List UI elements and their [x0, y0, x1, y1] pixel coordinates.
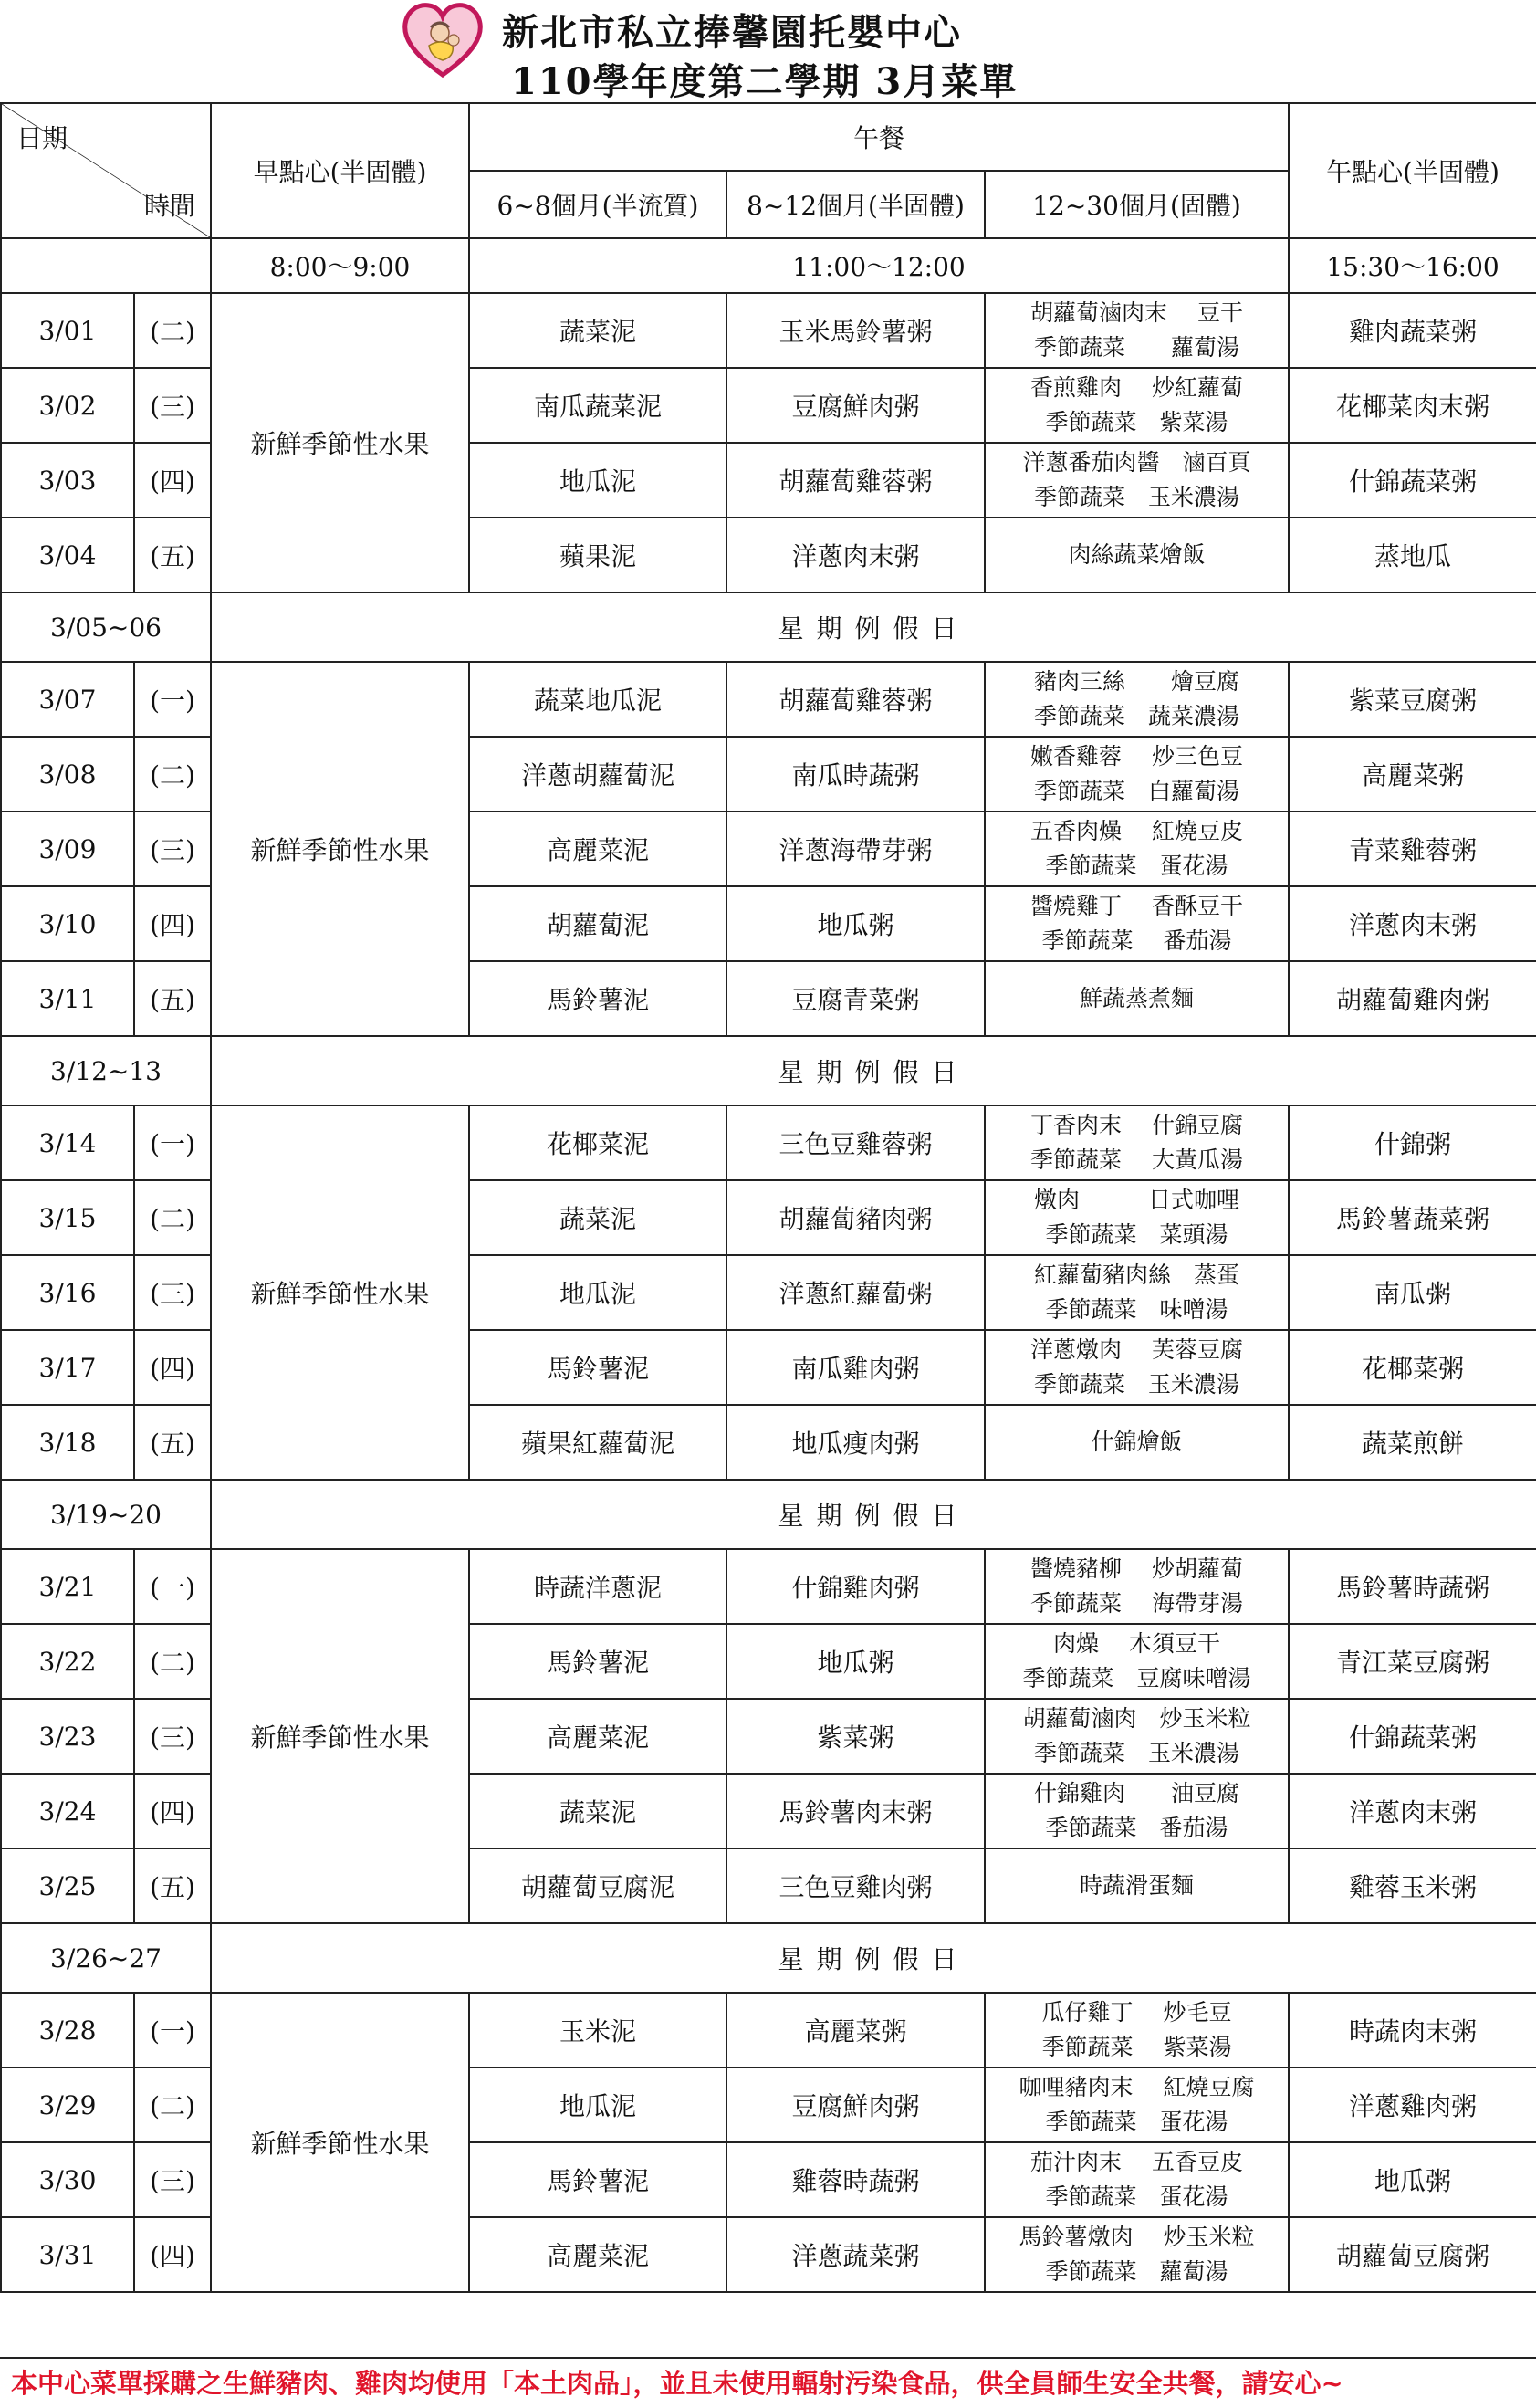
- lunch-12-30-line2: 季節蔬菜 大黃瓜湯: [1030, 1146, 1243, 1173]
- afternoon-time: 15:30～16:00: [1289, 238, 1536, 293]
- lunch-8-12-cell: 什錦雞肉粥: [726, 1549, 985, 1624]
- date-cell: 3/10: [1, 886, 134, 961]
- breakfast-cell: 新鮮季節性水果: [211, 1105, 469, 1480]
- weekday-cell: (二): [134, 293, 211, 368]
- lunch-6-8-cell: 時蔬洋蔥泥: [469, 1549, 726, 1624]
- date-cell: 3/31: [1, 2217, 134, 2292]
- lunch-8-12-cell: 地瓜粥: [726, 1624, 985, 1699]
- lunch-6-8-cell: 南瓜蔬菜泥: [469, 368, 726, 443]
- lunch-12-30-line2: 季節蔬菜 蘿蔔湯: [1045, 2258, 1228, 2285]
- holiday-label: 星期例假日: [211, 592, 1536, 662]
- lunch-8-12-cell: 地瓜粥: [726, 886, 985, 961]
- lunch-time: 11:00～12:00: [469, 238, 1289, 293]
- lunch-12-30-cell: [985, 1774, 1289, 1848]
- lunch-12-30-cell: [985, 662, 1289, 737]
- holiday-label: 星期例假日: [211, 1036, 1536, 1105]
- lunch-12-30-line2: 季節蔬菜 玉米濃湯: [1034, 484, 1240, 510]
- lunch-12-30-cell: [985, 961, 1289, 1036]
- lunch-12-30-line1: 豬肉三絲 燴豆腐: [1034, 668, 1240, 695]
- weekday-cell: (四): [134, 2217, 211, 2292]
- date-cell: 3/29: [1, 2068, 134, 2142]
- lunch-12-30-header: 12~30個月(固體): [985, 171, 1289, 238]
- lunch-6-8-cell: 蔬菜地瓜泥: [469, 662, 726, 737]
- lunch-12-30-line2: 季節蔬菜 豆腐味噌湯: [1022, 1665, 1251, 1691]
- lunch-12-30-line2: 季節蔬菜 菜頭湯: [1045, 1221, 1228, 1248]
- lunch-12-30-cell: [985, 1699, 1289, 1774]
- weekday-cell: (三): [134, 368, 211, 443]
- lunch-12-30-line1: 嫩香雞蓉 炒三色豆: [1030, 743, 1243, 770]
- holiday-label: 星期例假日: [211, 1480, 1536, 1549]
- lunch-6-8-cell: 馬鈴薯泥: [469, 1330, 726, 1405]
- menu-table: [0, 102, 1536, 2293]
- lunch-12-30-line1: 洋蔥燉肉 芙蓉豆腐: [1030, 1336, 1243, 1363]
- lunch-12-30-line2: 季節蔬菜 番茄湯: [1045, 1815, 1228, 1841]
- weekday-cell: (五): [134, 961, 211, 1036]
- heart-baby-logo-icon: [402, 2, 484, 79]
- lunch-12-30-line1: 醬燒雞丁 香酥豆干: [1030, 893, 1243, 919]
- menu-row: [1, 662, 1536, 737]
- date-column-label: 日期: [16, 123, 68, 153]
- lunch-12-30-line1: 時蔬滑蛋麵: [1080, 1872, 1195, 1899]
- lunch-6-8-cell: 地瓜泥: [469, 443, 726, 518]
- lunch-12-30-cell: [985, 1549, 1289, 1624]
- weekday-cell: (一): [134, 1105, 211, 1180]
- lunch-12-30-line1: 丁香肉末 什錦豆腐: [1030, 1112, 1243, 1138]
- lunch-12-30-cell: [985, 443, 1289, 518]
- weekday-cell: (三): [134, 811, 211, 886]
- lunch-12-30-cell: [985, 2217, 1289, 2292]
- lunch-12-30-line1: 肉絲蔬菜燴飯: [1068, 541, 1206, 568]
- lunch-8-12-cell: 洋蔥紅蘿蔔粥: [726, 1255, 985, 1330]
- afternoon-snack-cell: 高麗菜粥: [1289, 737, 1536, 811]
- lunch-12-30-line1: 瓜仔雞丁 炒毛豆: [1041, 1999, 1232, 2026]
- lunch-6-8-cell: 地瓜泥: [469, 1255, 726, 1330]
- weekday-cell: (三): [134, 2142, 211, 2217]
- date-cell: 3/17: [1, 1330, 134, 1405]
- lunch-12-30-line2: 季節蔬菜 蘿蔔湯: [1034, 334, 1240, 361]
- afternoon-snack-cell: 地瓜粥: [1289, 2142, 1536, 2217]
- date-cell: 3/11: [1, 961, 134, 1036]
- weekday-cell: (三): [134, 1699, 211, 1774]
- lunch-6-8-cell: 高麗菜泥: [469, 1699, 726, 1774]
- lunch-12-30-cell: [985, 1330, 1289, 1405]
- holiday-row: [1, 1480, 1536, 1549]
- weekday-cell: (五): [134, 518, 211, 592]
- lunch-12-30-cell: [985, 1105, 1289, 1180]
- lunch-6-8-cell: 馬鈴薯泥: [469, 961, 726, 1036]
- afternoon-snack-cell: 什錦蔬菜粥: [1289, 443, 1536, 518]
- menu-row: [1, 1105, 1536, 1180]
- holiday-date: 3/05~06: [1, 592, 211, 662]
- lunch-12-30-line1: 茄汁肉末 五香豆皮: [1030, 2149, 1243, 2175]
- date-cell: 3/09: [1, 811, 134, 886]
- afternoon-snack-cell: 馬鈴薯時蔬粥: [1289, 1549, 1536, 1624]
- holiday-row: [1, 592, 1536, 662]
- lunch-6-8-cell: 胡蘿蔔豆腐泥: [469, 1848, 726, 1923]
- date-cell: 3/30: [1, 2142, 134, 2217]
- lunch-8-12-cell: 玉米馬鈴薯粥: [726, 293, 985, 368]
- footer-notice: 本中心菜單採購之生鮮豬肉、雞肉均使用「本土肉品」，並且未使用輻射污染食品，供全員師生安全共餐，請安心~: [0, 2357, 1536, 2408]
- holiday-row: [1, 1923, 1536, 1993]
- weekday-cell: (四): [134, 1330, 211, 1405]
- weekday-cell: (一): [134, 1993, 211, 2068]
- breakfast-header: 早點心(半固體): [211, 103, 469, 238]
- page-subtitle: 110學年度第二學期 3月菜單: [511, 60, 1019, 103]
- lunch-12-30-cell: [985, 811, 1289, 886]
- lunch-8-12-header: 8~12個月(半固體): [726, 171, 985, 238]
- lunch-6-8-cell: 胡蘿蔔泥: [469, 886, 726, 961]
- date-cell: 3/16: [1, 1255, 134, 1330]
- breakfast-time: 8:00～9:00: [211, 238, 469, 293]
- lunch-8-12-cell: 洋蔥肉末粥: [726, 518, 985, 592]
- lunch-8-12-cell: 洋蔥蔬菜粥: [726, 2217, 985, 2292]
- lunch-12-30-cell: [985, 2068, 1289, 2142]
- lunch-8-12-cell: 南瓜雞肉粥: [726, 1330, 985, 1405]
- lunch-12-30-line2: 季節蔬菜 蛋花湯: [1045, 2109, 1228, 2135]
- date-cell: 3/07: [1, 662, 134, 737]
- afternoon-snack-header: 午點心(半固體): [1289, 103, 1536, 238]
- afternoon-snack-cell: 什錦蔬菜粥: [1289, 1699, 1536, 1774]
- lunch-6-8-cell: 玉米泥: [469, 1993, 726, 2068]
- lunch-12-30-line2: 季節蔬菜 蛋花湯: [1045, 2183, 1228, 2210]
- date-cell: 3/15: [1, 1180, 134, 1255]
- date-time-header-cell: [1, 103, 211, 238]
- lunch-12-30-line2: 季節蔬菜 番茄湯: [1041, 927, 1232, 954]
- time-column-label: 時間: [143, 191, 195, 221]
- date-cell: 3/28: [1, 1993, 134, 2068]
- lunch-6-8-cell: 蘋果泥: [469, 518, 726, 592]
- breakfast-cell: 新鮮季節性水果: [211, 1993, 469, 2292]
- afternoon-snack-cell: 洋蔥肉末粥: [1289, 1774, 1536, 1848]
- lunch-12-30-cell: [985, 518, 1289, 592]
- weekday-cell: (五): [134, 1848, 211, 1923]
- lunch-12-30-line2: 季節蔬菜 味噌湯: [1045, 1296, 1228, 1323]
- lunch-12-30-line1: 洋蔥番茄肉醬 滷百頁: [1022, 449, 1251, 476]
- lunch-12-30-line1: 胡蘿蔔滷肉 炒玉米粒: [1022, 1705, 1251, 1732]
- lunch-12-30-cell: [985, 2142, 1289, 2217]
- lunch-6-8-cell: 高麗菜泥: [469, 811, 726, 886]
- date-cell: 3/02: [1, 368, 134, 443]
- afternoon-snack-cell: 花椰菜肉末粥: [1289, 368, 1536, 443]
- date-cell: 3/24: [1, 1774, 134, 1848]
- menu-row: [1, 293, 1536, 368]
- lunch-6-8-cell: 高麗菜泥: [469, 2217, 726, 2292]
- lunch-8-12-cell: 高麗菜粥: [726, 1993, 985, 2068]
- weekday-cell: (二): [134, 737, 211, 811]
- lunch-8-12-cell: 胡蘿蔔雞蓉粥: [726, 443, 985, 518]
- lunch-8-12-cell: 紫菜粥: [726, 1699, 985, 1774]
- lunch-12-30-line2: 季節蔬菜 玉米濃湯: [1034, 1371, 1240, 1398]
- menu-row: [1, 1993, 1536, 2068]
- lunch-12-30-cell: [985, 1180, 1289, 1255]
- lunch-8-12-cell: 豆腐青菜粥: [726, 961, 985, 1036]
- menu-row: [1, 1549, 1536, 1624]
- lunch-12-30-cell: [985, 293, 1289, 368]
- holiday-date: 3/19~20: [1, 1480, 211, 1549]
- lunch-8-12-cell: 地瓜瘦肉粥: [726, 1405, 985, 1480]
- date-cell: 3/23: [1, 1699, 134, 1774]
- date-cell: 3/08: [1, 737, 134, 811]
- holiday-row: [1, 1036, 1536, 1105]
- afternoon-snack-cell: 青菜雞蓉粥: [1289, 811, 1536, 886]
- breakfast-cell: 新鮮季節性水果: [211, 662, 469, 1036]
- breakfast-cell: 新鮮季節性水果: [211, 1549, 469, 1923]
- afternoon-snack-cell: 洋蔥肉末粥: [1289, 886, 1536, 961]
- lunch-6-8-cell: 蔬菜泥: [469, 1180, 726, 1255]
- lunch-8-12-cell: 豆腐鮮肉粥: [726, 368, 985, 443]
- lunch-6-8-cell: 馬鈴薯泥: [469, 2142, 726, 2217]
- weekday-cell: (二): [134, 1624, 211, 1699]
- lunch-8-12-cell: 三色豆雞蓉粥: [726, 1105, 985, 1180]
- weekday-cell: (五): [134, 1405, 211, 1480]
- lunch-12-30-cell: [985, 886, 1289, 961]
- afternoon-snack-cell: 紫菜豆腐粥: [1289, 662, 1536, 737]
- lunch-12-30-line2: 季節蔬菜 玉米濃湯: [1034, 1740, 1240, 1766]
- lunch-header: 午餐: [469, 103, 1289, 171]
- afternoon-snack-cell: 蔬菜煎餅: [1289, 1405, 1536, 1480]
- lunch-6-8-cell: 蔬菜泥: [469, 1774, 726, 1848]
- date-cell: 3/21: [1, 1549, 134, 1624]
- lunch-6-8-cell: 花椰菜泥: [469, 1105, 726, 1180]
- lunch-12-30-line1: 什錦雞肉 油豆腐: [1034, 1780, 1240, 1806]
- lunch-12-30-line2: 季節蔬菜 紫菜湯: [1041, 2034, 1232, 2060]
- lunch-12-30-line2: 季節蔬菜 海帶芽湯: [1030, 1590, 1243, 1617]
- lunch-6-8-cell: 地瓜泥: [469, 2068, 726, 2142]
- lunch-12-30-line1: 什錦燴飯: [1091, 1429, 1183, 1455]
- afternoon-snack-cell: 時蔬肉末粥: [1289, 1993, 1536, 2068]
- lunch-12-30-line2: 季節蔬菜 白蘿蔔湯: [1034, 778, 1240, 804]
- holiday-label: 星期例假日: [211, 1923, 1536, 1993]
- lunch-8-12-cell: 雞蓉時蔬粥: [726, 2142, 985, 2217]
- lunch-12-30-cell: [985, 737, 1289, 811]
- lunch-12-30-line1: 肉燥 木須豆干: [1053, 1630, 1220, 1657]
- weekday-cell: (二): [134, 2068, 211, 2142]
- lunch-12-30-cell: [985, 1993, 1289, 2068]
- lunch-8-12-cell: 胡蘿蔔豬肉粥: [726, 1180, 985, 1255]
- lunch-6-8-cell: 馬鈴薯泥: [469, 1624, 726, 1699]
- lunch-8-12-cell: 胡蘿蔔雞蓉粥: [726, 662, 985, 737]
- page-header: [0, 0, 1536, 103]
- lunch-12-30-line2: 季節蔬菜 紫菜湯: [1045, 409, 1228, 435]
- afternoon-snack-cell: 什錦粥: [1289, 1105, 1536, 1180]
- lunch-12-30-cell: [985, 1405, 1289, 1480]
- lunch-6-8-header: 6~8個月(半流質): [469, 171, 726, 238]
- afternoon-snack-cell: 胡蘿蔔豆腐粥: [1289, 2217, 1536, 2292]
- afternoon-snack-cell: 雞蓉玉米粥: [1289, 1848, 1536, 1923]
- lunch-8-12-cell: 三色豆雞肉粥: [726, 1848, 985, 1923]
- date-cell: 3/18: [1, 1405, 134, 1480]
- lunch-8-12-cell: 南瓜時蔬粥: [726, 737, 985, 811]
- weekday-cell: (三): [134, 1255, 211, 1330]
- lunch-12-30-cell: [985, 368, 1289, 443]
- afternoon-snack-cell: 胡蘿蔔雞肉粥: [1289, 961, 1536, 1036]
- lunch-12-30-line1: 五香肉燥 紅燒豆皮: [1030, 818, 1243, 844]
- weekday-cell: (四): [134, 886, 211, 961]
- lunch-8-12-cell: 豆腐鮮肉粥: [726, 2068, 985, 2142]
- weekday-cell: (四): [134, 443, 211, 518]
- lunch-6-8-cell: 蘋果紅蘿蔔泥: [469, 1405, 726, 1480]
- date-cell: 3/22: [1, 1624, 134, 1699]
- lunch-12-30-line1: 醬燒豬柳 炒胡蘿蔔: [1030, 1555, 1243, 1582]
- lunch-12-30-cell: [985, 1848, 1289, 1923]
- lunch-12-30-cell: [985, 1255, 1289, 1330]
- afternoon-snack-cell: 南瓜粥: [1289, 1255, 1536, 1330]
- lunch-8-12-cell: 洋蔥海帶芽粥: [726, 811, 985, 886]
- breakfast-cell: 新鮮季節性水果: [211, 293, 469, 592]
- date-cell: 3/25: [1, 1848, 134, 1923]
- lunch-6-8-cell: 蔬菜泥: [469, 293, 726, 368]
- date-cell: 3/04: [1, 518, 134, 592]
- afternoon-snack-cell: 蒸地瓜: [1289, 518, 1536, 592]
- weekday-cell: (四): [134, 1774, 211, 1848]
- lunch-12-30-line1: 香煎雞肉 炒紅蘿蔔: [1030, 374, 1243, 401]
- page-title: 新北市私立捧馨園托嬰中心: [502, 11, 962, 54]
- afternoon-snack-cell: 雞肉蔬菜粥: [1289, 293, 1536, 368]
- holiday-date: 3/12~13: [1, 1036, 211, 1105]
- afternoon-snack-cell: 洋蔥雞肉粥: [1289, 2068, 1536, 2142]
- lunch-12-30-line1: 胡蘿蔔滷肉末 豆干: [1030, 299, 1243, 326]
- afternoon-snack-cell: 青江菜豆腐粥: [1289, 1624, 1536, 1699]
- weekday-cell: (一): [134, 1549, 211, 1624]
- lunch-12-30-cell: [985, 1624, 1289, 1699]
- lunch-12-30-line1: 咖哩豬肉末 紅燒豆腐: [1019, 2074, 1255, 2100]
- lunch-12-30-line1: 紅蘿蔔豬肉絲 蒸蛋: [1034, 1262, 1240, 1288]
- lunch-12-30-line2: 季節蔬菜 蛋花湯: [1045, 853, 1228, 879]
- weekday-cell: (一): [134, 662, 211, 737]
- afternoon-snack-cell: 馬鈴薯蔬菜粥: [1289, 1180, 1536, 1255]
- time-blank-cell: [1, 238, 211, 293]
- date-cell: 3/01: [1, 293, 134, 368]
- lunch-12-30-line2: 季節蔬菜 蔬菜濃湯: [1034, 703, 1240, 729]
- lunch-6-8-cell: 洋蔥胡蘿蔔泥: [469, 737, 726, 811]
- lunch-12-30-line1: 燉肉 日式咖哩: [1034, 1187, 1240, 1213]
- weekday-cell: (二): [134, 1180, 211, 1255]
- lunch-8-12-cell: 馬鈴薯肉末粥: [726, 1774, 985, 1848]
- afternoon-snack-cell: 花椰菜粥: [1289, 1330, 1536, 1405]
- holiday-date: 3/26~27: [1, 1923, 211, 1993]
- lunch-12-30-line1: 鮮蔬蒸煮麵: [1080, 985, 1195, 1011]
- date-cell: 3/03: [1, 443, 134, 518]
- lunch-12-30-line1: 馬鈴薯燉肉 炒玉米粒: [1019, 2224, 1255, 2250]
- date-cell: 3/14: [1, 1105, 134, 1180]
